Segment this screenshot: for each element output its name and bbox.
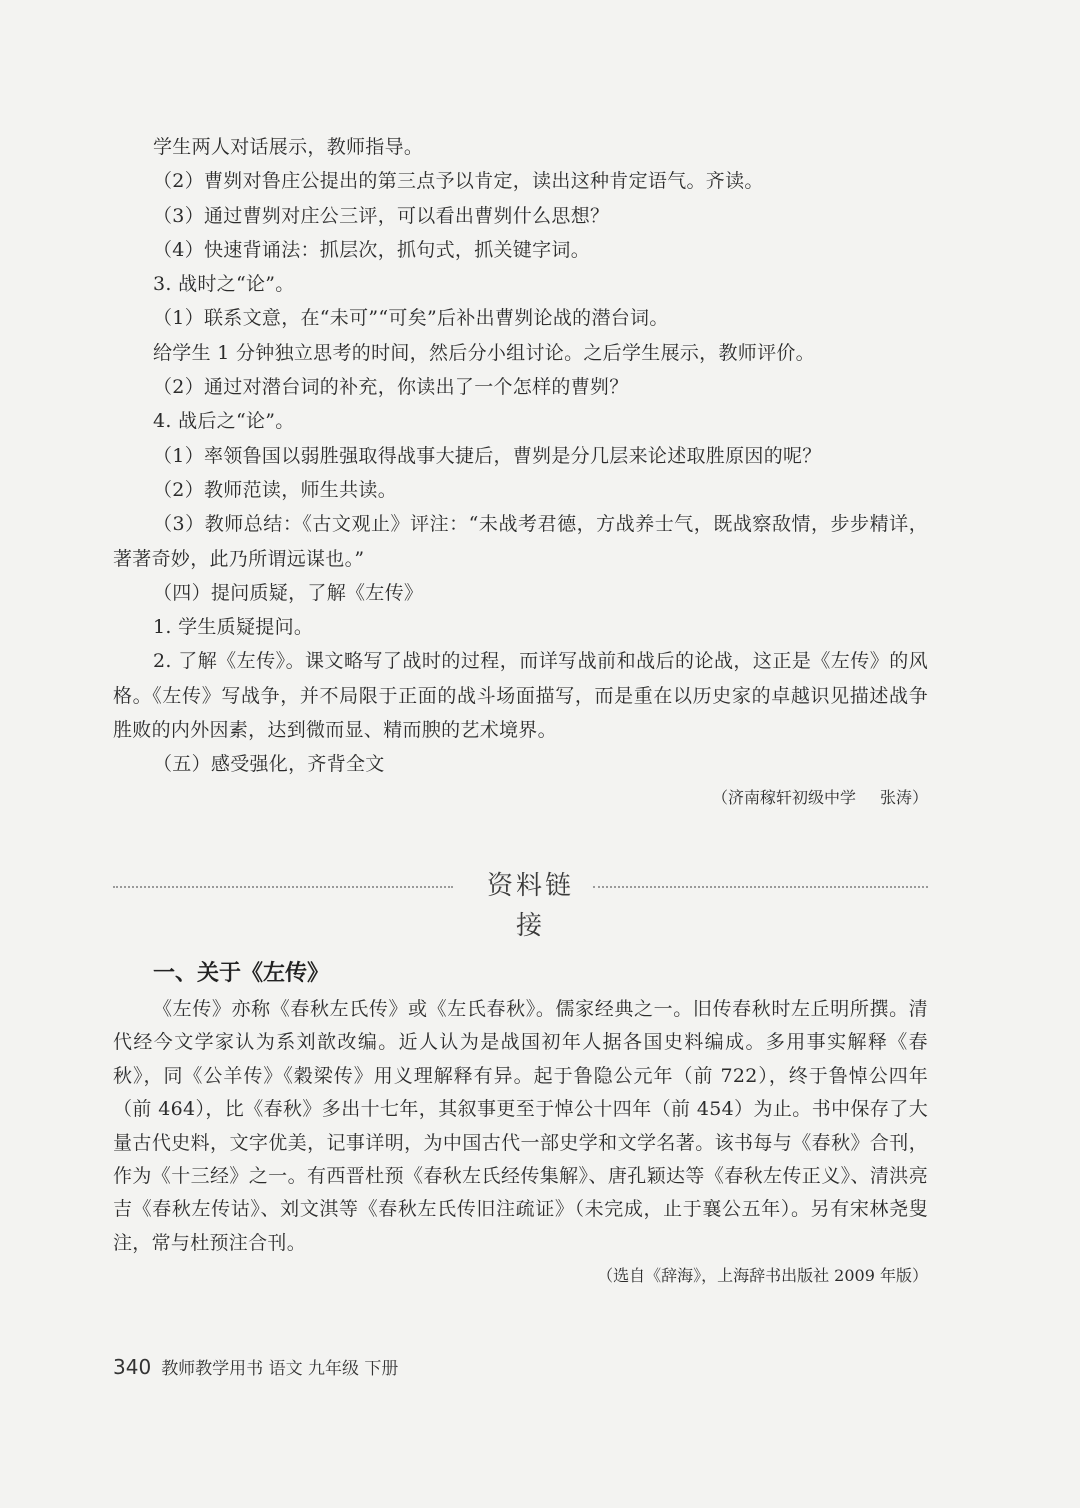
reference-source: （选自《辞海》，上海辞书出版社 2009 年版） [597,1266,928,1286]
text-line: 4. 战后之“论”。 [153,410,295,433]
reference-section [113,955,928,1292]
text-line: 3. 战时之“论”。 [153,273,295,296]
text-line: （2）通过对潜台词的补充，你读出了一个怎样的曹刿？ [153,376,629,399]
author-attribution [113,782,928,814]
zuozhuan-paragraph: 2. 了解《左传》。课文略写了战时的过程，而详写战前和战后的论战，这正是《左传》的风格。《左传》写战争，并不局限于正面的战斗场面描写，而是重在以历史家的卓越识见描述战争胜败的内外因素，达到微而显、精而腴的艺术境界。 [113,650,928,742]
lesson-content [113,130,928,814]
text-line: （4）快速背诵法：抓层次，抓句式，抓关键字词。 [153,238,590,261]
page-number: 340 [113,1355,152,1379]
reference-heading: 一、关于《左传》 [153,961,330,986]
divider-dots-right [593,886,928,888]
summary-paragraph: （3）教师总结：《古文观止》评注：“未战考君德，方战养士气，既战察敌情，步步精详，著著奇妙，此乃所谓远谋也。” [113,513,928,570]
divider-title: 资料链接 [486,871,574,941]
section-divider [113,866,928,941]
text-line: 1. 学生质疑提问。 [153,616,314,639]
text-line: （2）教师范读，师生共读。 [153,478,397,501]
text-line: （1）联系文意，在“未可”“可矣”后补出曹刿论战的潜台词。 [153,307,669,330]
section-four-heading: （四）提问质疑，了解《左传》 [153,581,424,604]
book-title: 教师教学用书 语文 九年级 下册 [161,1359,399,1379]
reference-paragraph: 《左传》亦称《春秋左氏传》或《左氏春秋》。儒家经典之一。旧传春秋时左丘明所撰。清代经今文学家认为系刘歆改编。近人认为是战国初年人据各国史料编成。多用事实解释《春秋》，同《公羊传》《穀梁传》用义理解释有异。起于鲁隐公元年（前 722），终于鲁悼公四年（前 464），比《春秋》多出十七年，其叙事更至于悼公十四年（前 454）为止。书中保存了大量古代史料，文字优美，记事详明，为中国古代一部史学和文学名著。该书每与《春秋》合刊，作为《十三经》之一。有西晋杜预《春秋左氏经传集解》、唐孔颖达等《春秋左传正义》、清洪亮吉《春秋左传诂》、刘文淇等《春秋左氏传旧注疏证》（未完成，止于襄公五年）。另有宋林尧叟注，常与杜预注合刊。 [113,998,928,1254]
attribution-school: （济南稼轩初级中学 [711,787,856,807]
text-line: （1）率领鲁国以弱胜强取得战事大捷后，曹刿是分几层来论述取胜原因的呢？ [153,444,822,467]
text-line: （2）曹刿对鲁庄公提出的第三点予以肯定，读出这种肯定语气。齐读。 [153,170,764,193]
text-line: 给学生 1 分钟独立思考的时间，然后分小组讨论。之后学生展示，教师评价。 [153,341,815,364]
section-five-heading: （五）感受强化，齐背全文 [153,753,385,776]
text-line: 学生两人对话展示，教师指导。 [153,136,424,158]
attribution-name: 张涛） [879,787,928,807]
page-footer [113,1352,398,1384]
text-line: （3）通过曹刿对庄公三评，可以看出曹刿什么思想？ [153,204,610,227]
divider-dots-left [113,886,453,888]
